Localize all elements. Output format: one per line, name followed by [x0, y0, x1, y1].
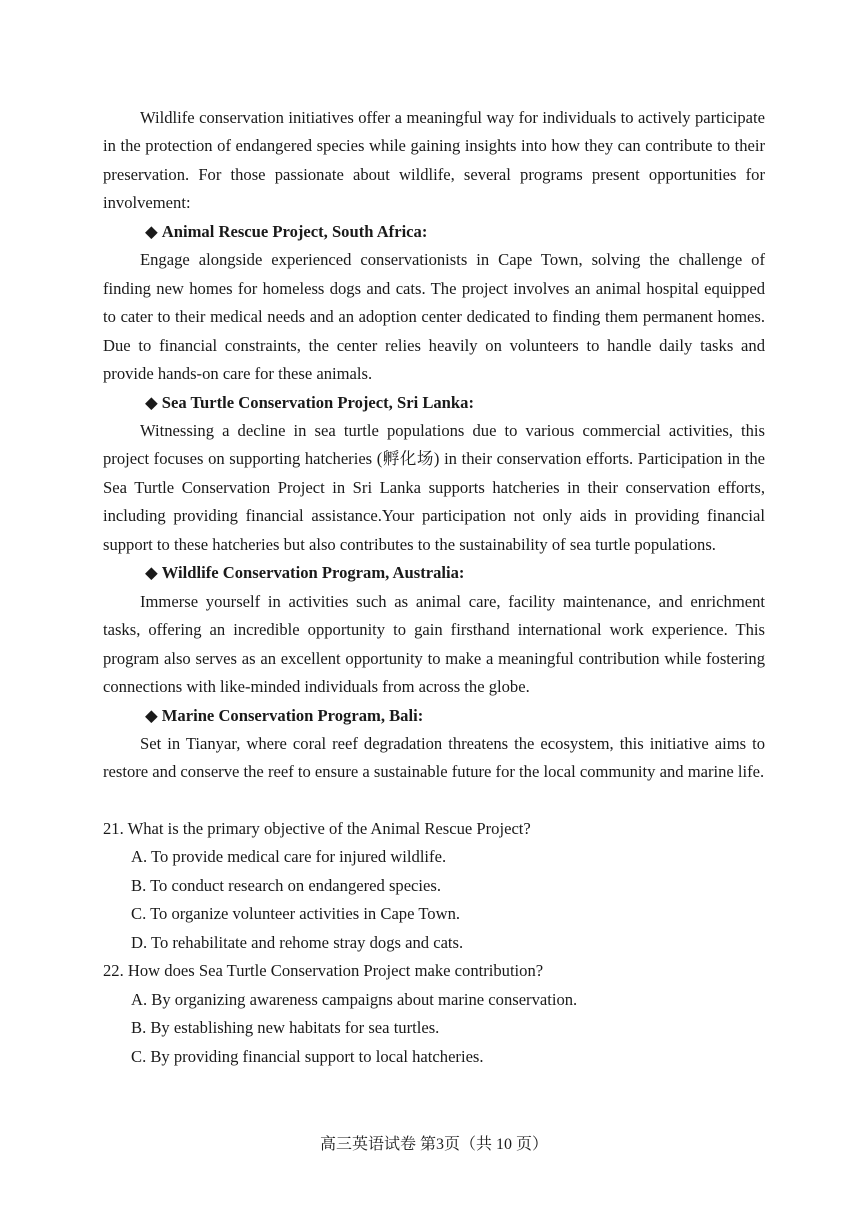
section-heading-animal-rescue [103, 218, 765, 246]
section-title: Sea Turtle Conservation Project, Sri Lanka: [161, 392, 474, 412]
question-21-option-c[interactable]: C. To organize volunteer activities in Cape Town. [131, 904, 461, 924]
spacer [103, 787, 765, 815]
diamond-bullet-icon: ◆ [145, 392, 158, 412]
question-21-stem: 21. What is the primary objective of the Animal Rescue Project? [103, 818, 531, 838]
section-title: Marine Conservation Program, Bali: [161, 705, 424, 725]
question-22-stem: 22. How does Sea Turtle Conservation Project make contribution? [103, 961, 544, 981]
intro-paragraph: Wildlife conservation initiatives offer a meaningful way for individuals to actively participate in the protection of endangered species while gaining insights into how they can contribute to their preservation. For those passionate about wildlife, several programs present opportunities for involvement: [103, 108, 765, 213]
question-22-option-b[interactable]: B. By establishing new habitats for sea turtles. [131, 1018, 440, 1038]
section-body-wildlife-australia: Immerse yourself in activities such as animal care, facility maintenance, and enrichment tasks, offering an incredible opportunity to gain firsthand international work experience. This program also serves as an excellent opportunity to make a meaningful contribution while fostering connections with like-minded individuals from across the globe. [103, 591, 765, 697]
section-heading-marine-bali [103, 702, 765, 730]
section-body-sea-turtle: Witnessing a decline in sea turtle populations due to various commercial activities, this project focuses on supporting hatcheries (孵化场) in their conservation efforts. Participation in the Sea Turtle Conservation Project in Sri Lanka supports hatcheries in their conservation efforts, including providing financial assistance.Your participation not only aids in providing financial support to these hatcheries but also contributes to the sustainability of sea turtle populations. [103, 420, 765, 554]
page-footer: 高三英语试卷 第3页（共 10 页） [319, 1136, 548, 1153]
question-22-option-a[interactable]: A. By organizing awareness campaigns about marine conservation. [131, 989, 578, 1009]
diamond-bullet-icon: ◆ [145, 705, 158, 725]
diamond-bullet-icon: ◆ [145, 221, 158, 241]
section-heading-sea-turtle [103, 389, 765, 417]
section-title: Wildlife Conservation Program, Australia: [161, 563, 465, 583]
diamond-bullet-icon: ◆ [145, 563, 158, 583]
question-22-option-c[interactable]: C. By providing financial support to local hatcheries. [131, 1046, 484, 1066]
question-21-option-b[interactable]: B. To conduct research on endangered species. [131, 875, 442, 895]
question-21-option-d[interactable]: D. To rehabilitate and rehome stray dogs and cats. [131, 932, 464, 952]
section-title: Animal Rescue Project, South Africa: [161, 221, 428, 241]
section-body-marine-bali: Set in Tianyar, where coral reef degradation threatens the ecosystem, this initiative aims to restore and conserve the reef to ensure a sustainable future for the local community and marine life. [103, 733, 765, 782]
section-body-animal-rescue: Engage alongside experienced conservationists in Cape Town, solving the challenge of finding new homes for homeless dogs and cats. The project involves an animal hospital equipped to cater to their medical needs and an adoption center dedicated to finding them permanent homes. Due to financial constraints, the center relies heavily on volunteers to handle daily tasks and provide hands-on care for these animals. [103, 250, 765, 384]
page-content [103, 104, 765, 1071]
question-21-option-a[interactable]: A. To provide medical care for injured wildlife. [131, 847, 447, 867]
section-heading-wildlife-australia [103, 559, 765, 587]
